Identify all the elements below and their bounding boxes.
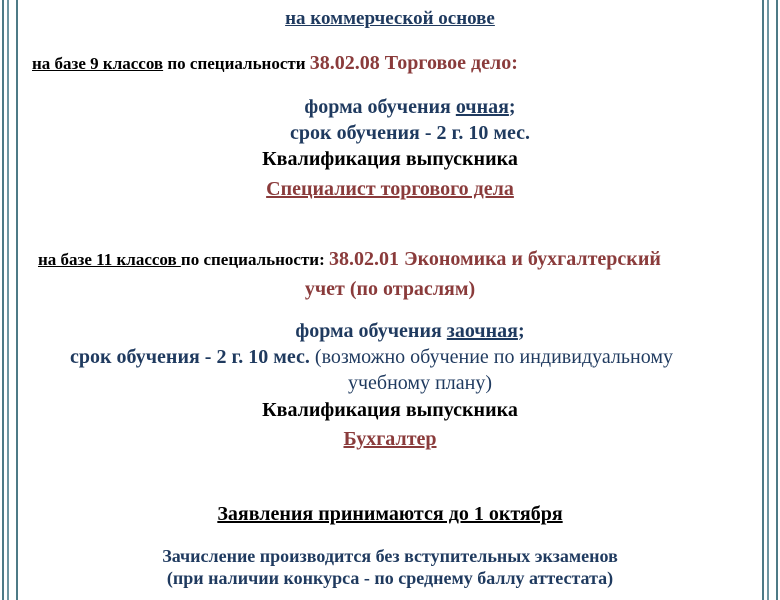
block2-duration-line xyxy=(70,346,673,369)
deadline-notice: Заявления принимаются до 1 октября xyxy=(217,503,563,525)
block1-form-end: ; xyxy=(508,96,516,118)
block1-qual-label: Квалификация выпускника xyxy=(262,148,518,170)
block2-spec-line2: учет (по отраслям) xyxy=(304,278,476,300)
block2-qual-value: Бухгалтер xyxy=(343,428,437,450)
block2-spec-line xyxy=(38,248,661,271)
block2-duration-note-1: (возможно обучение по индивидуальному xyxy=(309,346,673,368)
enrollment-line-2: (при наличии конкурса - по среднему баллу аттестата) xyxy=(166,568,614,588)
block1-form-line xyxy=(20,96,780,119)
block2-spec-prefix: по специальности: xyxy=(180,250,330,269)
block2-form-value: заочная xyxy=(446,320,518,342)
block1-form-label: форма обучения xyxy=(304,96,456,118)
block1-spec-prefix: по специальности xyxy=(163,54,310,73)
block2-duration-note-2: учебному плану) xyxy=(347,372,492,394)
block1-form-value: очная xyxy=(455,96,509,118)
block2-qual-label: Квалификация выпускника xyxy=(262,399,518,421)
block1-spec: 38.02.08 Торговое дело: xyxy=(309,52,518,74)
block2-form-end: ; xyxy=(517,320,525,342)
block2-form-line xyxy=(20,320,780,343)
block2-form-label: форма обучения xyxy=(295,320,447,342)
block2-spec-line1: 38.02.01 Экономика и бухгалтерский xyxy=(329,248,661,270)
block2-duration: срок обучения - 2 г. 10 мес. xyxy=(70,346,310,368)
section-heading: на коммерческой основе xyxy=(285,8,495,29)
block1-duration: срок обучения - 2 г. 10 мес. xyxy=(290,122,530,144)
enrollment-line-1: Зачисление производится без вступительных экзаменов xyxy=(162,546,618,566)
block1-spec-line xyxy=(32,52,518,75)
block1-qual-value: Специалист торгового дела xyxy=(266,178,514,200)
block2-base: на базе 11 классов xyxy=(38,250,181,269)
block1-base: на базе 9 классов xyxy=(32,54,164,73)
